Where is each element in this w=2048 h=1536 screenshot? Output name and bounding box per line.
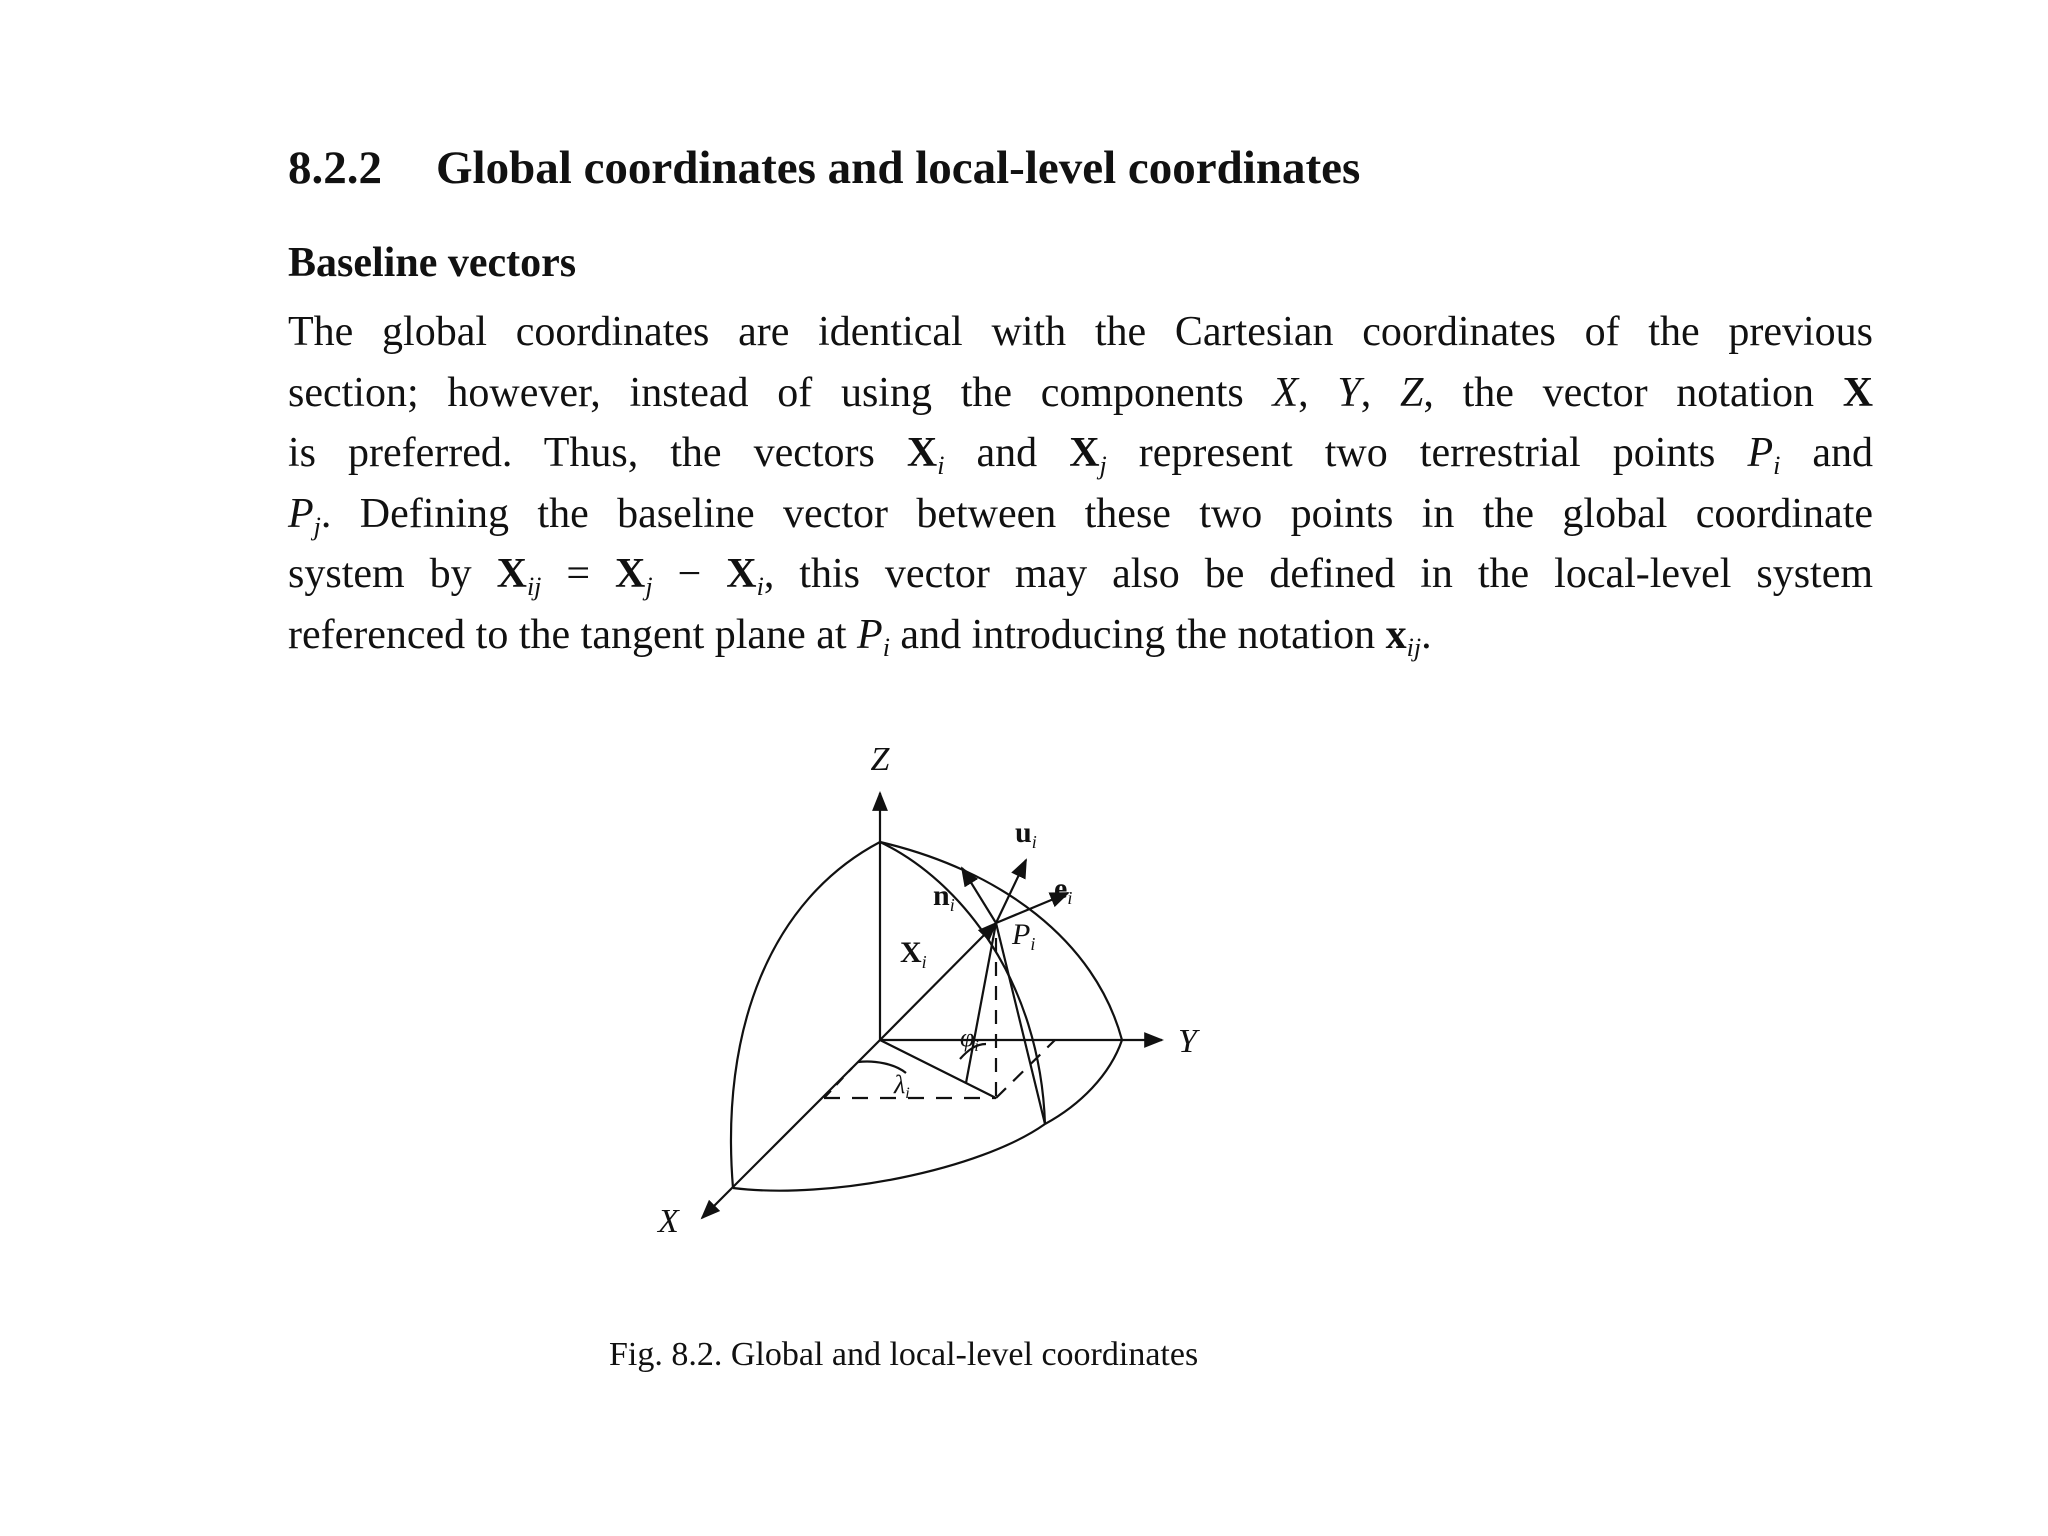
xi-symbol: X — [900, 936, 922, 969]
ni-subscript: i — [949, 895, 955, 915]
text-run: . Defining the baseline vector between these two points in the global coordinate — [320, 490, 1873, 537]
equator-arc — [733, 1124, 1045, 1191]
text-run: is preferred. Thus, the vectors — [288, 430, 907, 476]
text-run: = — [541, 551, 616, 597]
subscript: ij — [526, 572, 542, 601]
subscript: j — [1099, 451, 1107, 480]
ni-label — [933, 879, 955, 915]
symbol-p: P — [288, 490, 314, 537]
latitude-line — [966, 923, 996, 1083]
position-vector-xi — [880, 923, 996, 1040]
ni-symbol: n — [933, 879, 950, 912]
lambda-subscript: i — [905, 1085, 910, 1102]
text-run: The global coordinates are identical with the Cartesian coordinates of the previous — [288, 309, 1873, 355]
y-axis-label: Y — [1178, 1023, 1197, 1060]
text-run: − — [652, 551, 727, 597]
dashed-diagonal — [996, 1040, 1055, 1098]
subscript: ij — [1406, 632, 1422, 662]
text-run: referenced to the tangent plane at — [288, 611, 858, 658]
ui-symbol: u — [1015, 816, 1032, 849]
subscript: j — [645, 572, 653, 601]
x-axis-label: X — [658, 1203, 679, 1240]
symbol-p: P — [857, 611, 883, 658]
phi-symbol: φ — [960, 1023, 975, 1052]
vector-x: X — [1069, 430, 1100, 476]
lambda-label — [893, 1070, 910, 1102]
lambda-symbol: λ — [894, 1070, 906, 1099]
xi-label — [900, 936, 927, 972]
section-title: Global coordinates and local-level coordinates — [436, 142, 1361, 194]
section-number: 8.2.2 — [288, 142, 382, 194]
z-axis-label: Z — [870, 741, 890, 778]
subscript: i — [937, 451, 945, 480]
ui-subscript: i — [1031, 832, 1037, 852]
ei-subscript: i — [1067, 888, 1073, 908]
text-run: and — [1780, 430, 1874, 476]
body-paragraph — [288, 302, 1873, 665]
paragraph-line — [288, 302, 1873, 363]
north-vector-ni — [962, 868, 996, 923]
ei-symbol: e — [1054, 872, 1068, 905]
text-run: system by — [288, 551, 497, 597]
symbol-x: X — [1272, 369, 1299, 416]
pi-symbol: P — [1012, 918, 1031, 951]
subscript: j — [313, 511, 321, 541]
radial-line — [996, 923, 1045, 1124]
ui-label — [1015, 816, 1037, 852]
coordinates-figure — [640, 730, 1260, 1250]
text-run: represent two terrestrial points — [1106, 430, 1748, 476]
text-run: , this vector may also be defined in the local-level system — [763, 551, 1874, 597]
subscript: i — [756, 572, 764, 601]
paragraph-line — [288, 423, 1873, 484]
text-run: , the vector notation — [1423, 369, 1843, 416]
paragraph-line — [288, 363, 1873, 424]
vector-x: X — [1842, 369, 1874, 416]
text-run: , — [1298, 369, 1338, 416]
symbol-y: Y — [1337, 369, 1361, 416]
vector-x: X — [726, 551, 757, 597]
coordinates-diagram — [640, 730, 1260, 1250]
pi-label — [1011, 918, 1035, 954]
figure-caption: Fig. 8.2. Global and local-level coordinates — [609, 1336, 1199, 1373]
section-heading — [288, 138, 1873, 198]
paragraph-line — [288, 605, 1873, 666]
subscript: i — [882, 632, 890, 662]
paragraph-line — [288, 484, 1873, 545]
subsection-heading: Baseline vectors — [288, 240, 577, 286]
subscript: i — [1773, 451, 1781, 480]
vector-x: X — [615, 551, 646, 597]
vector-x: X — [906, 430, 938, 476]
phi-subscript: i — [974, 1038, 979, 1055]
vector-x: X — [496, 551, 527, 597]
text-run: and — [944, 430, 1070, 476]
document-page — [288, 138, 1873, 665]
symbol-z: Z — [1399, 369, 1424, 416]
xi-subscript: i — [921, 952, 927, 972]
vector-x-small: x — [1385, 611, 1407, 658]
paragraph-line — [288, 544, 1873, 605]
text-run: . — [1421, 611, 1432, 658]
arc-y-bottom — [1045, 1040, 1122, 1124]
pi-subscript: i — [1030, 934, 1036, 954]
text-run: and introducing the notation — [889, 611, 1386, 658]
symbol-p: P — [1747, 430, 1774, 476]
meridian-arc-xz — [731, 842, 880, 1188]
ei-label — [1054, 872, 1072, 908]
text-run: , — [1360, 369, 1400, 416]
text-run: section; however, instead of using the components — [288, 369, 1273, 416]
